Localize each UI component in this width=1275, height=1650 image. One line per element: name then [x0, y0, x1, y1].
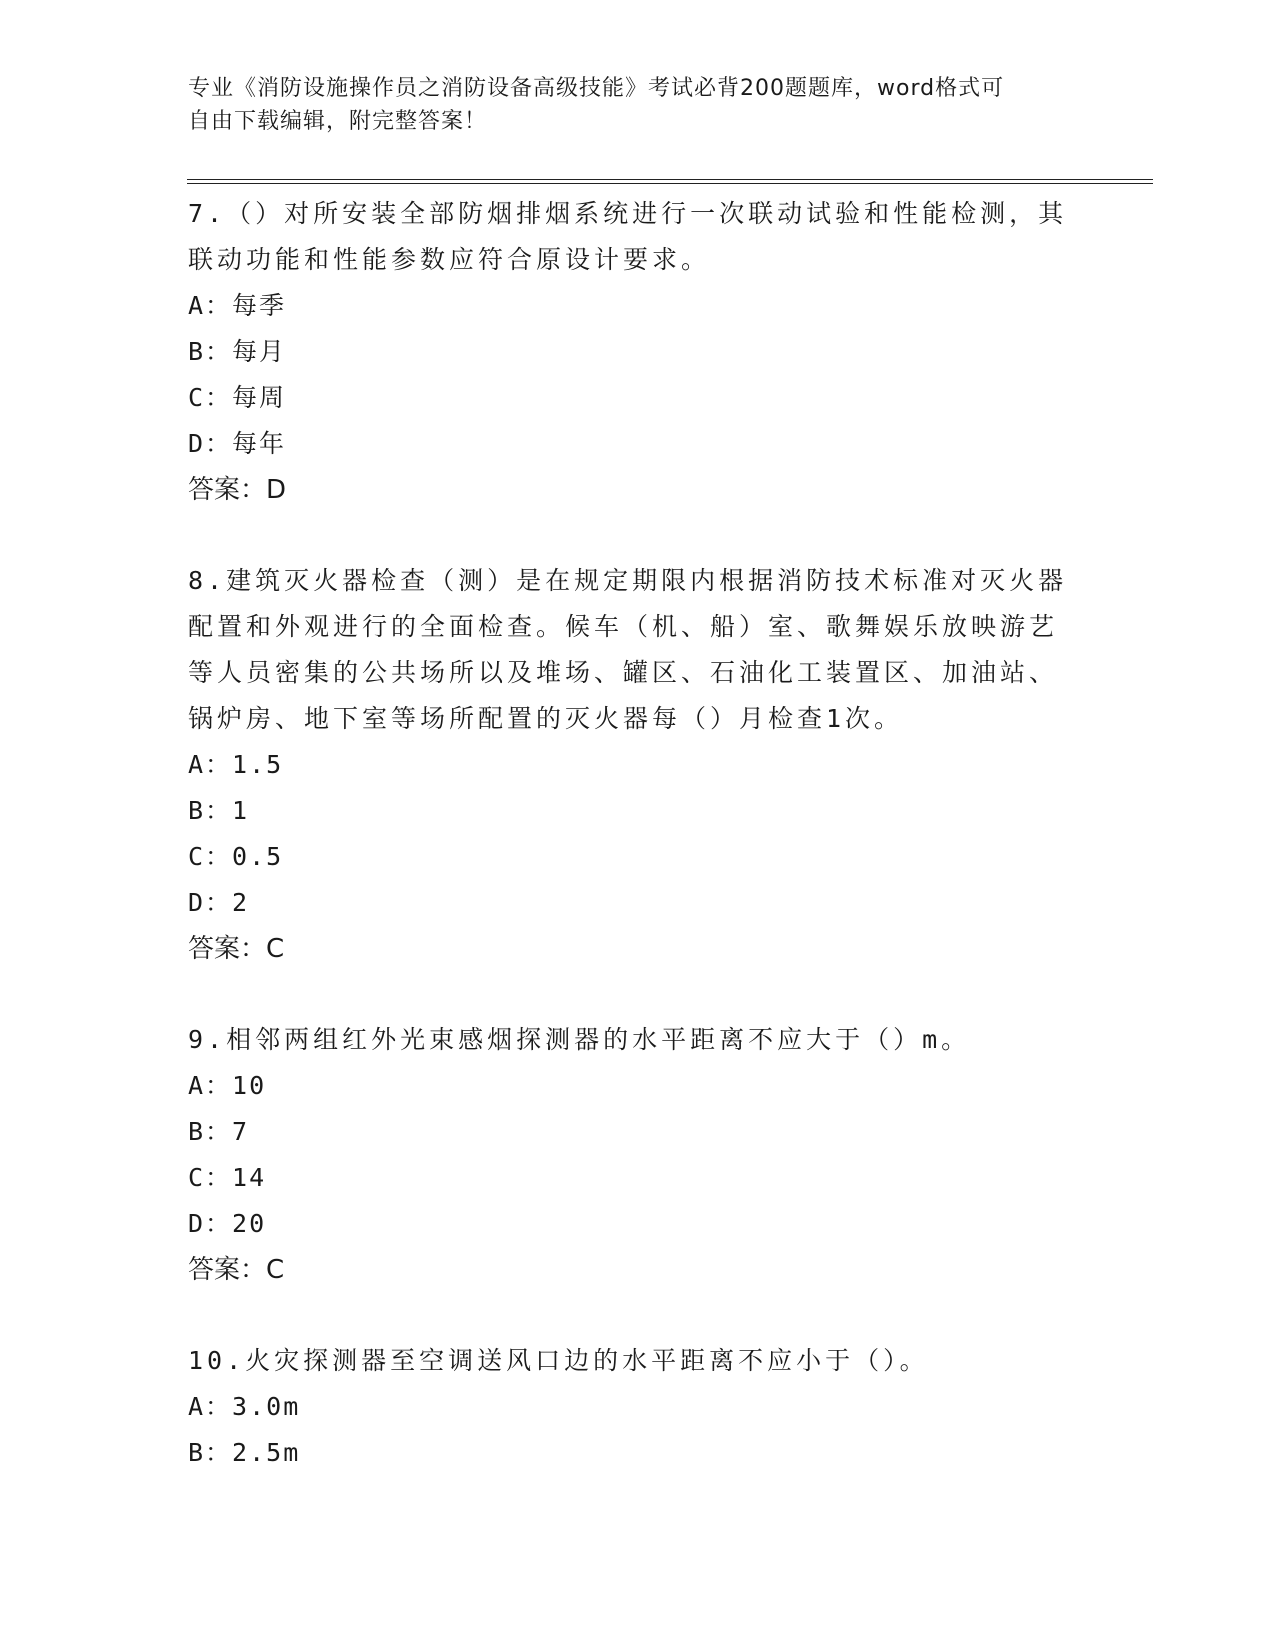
option-b: B：2.5m: [188, 1438, 301, 1467]
option-b: B：7: [188, 1117, 250, 1146]
option-a: A：每季: [188, 291, 287, 320]
document-header: [188, 72, 1068, 138]
option-d: D：每年: [188, 429, 287, 458]
question-text-line: 10.火灾探测器至空调送风口边的水平距离不应小于（）。: [188, 1346, 929, 1375]
option-a: A：3.0m: [188, 1392, 301, 1421]
header-divider: [187, 179, 1153, 184]
header-line-2: 自由下载编辑，附完整答案！: [188, 109, 488, 134]
option-c: C：每周: [188, 383, 287, 412]
answer: 答案：D: [188, 475, 287, 505]
option-b: B：1: [188, 796, 250, 825]
option-a: A：10: [188, 1071, 267, 1100]
question-text-line: 9.相邻两组红外光束感烟探测器的水平距离不应大于（）m。: [188, 1025, 971, 1054]
question-7: [188, 191, 1068, 513]
option-d: D：2: [188, 888, 250, 917]
question-text-line: 联动功能和性能参数应符合原设计要求。: [188, 245, 711, 274]
question-text-line: 锅炉房、地下室等场所配置的灭火器每（）月检查1次。: [188, 704, 904, 733]
option-b: B：每月: [188, 337, 287, 366]
option-a: A：1.5: [188, 750, 284, 779]
option-d: D：20: [188, 1209, 267, 1238]
answer: 答案：C: [188, 1255, 285, 1285]
question-text-line: 等人员密集的公共场所以及堆场、罐区、石油化工装置区、加油站、: [188, 658, 1059, 687]
question-9: [188, 1017, 1068, 1293]
question-text-line: 7.（）对所安装全部防烟排烟系统进行一次联动试验和性能检测，其: [188, 199, 1068, 228]
question-text-line: 配置和外观进行的全面检查。候车（机、船）室、歌舞娱乐放映游艺: [188, 612, 1059, 641]
option-c: C：14: [188, 1163, 267, 1192]
answer: 答案：C: [188, 934, 285, 964]
header-line-1: 专业《消防设施操作员之消防设备高级技能》考试必背200题题库，word格式可: [188, 76, 1005, 101]
question-text-line: 8.建筑灭火器检查（测）是在规定期限内根据消防技术标准对灭火器: [188, 566, 1068, 595]
option-c: C：0.5: [188, 842, 284, 871]
question-10: [188, 1338, 1068, 1476]
question-list: [188, 191, 1068, 1521]
question-8: [188, 558, 1068, 972]
